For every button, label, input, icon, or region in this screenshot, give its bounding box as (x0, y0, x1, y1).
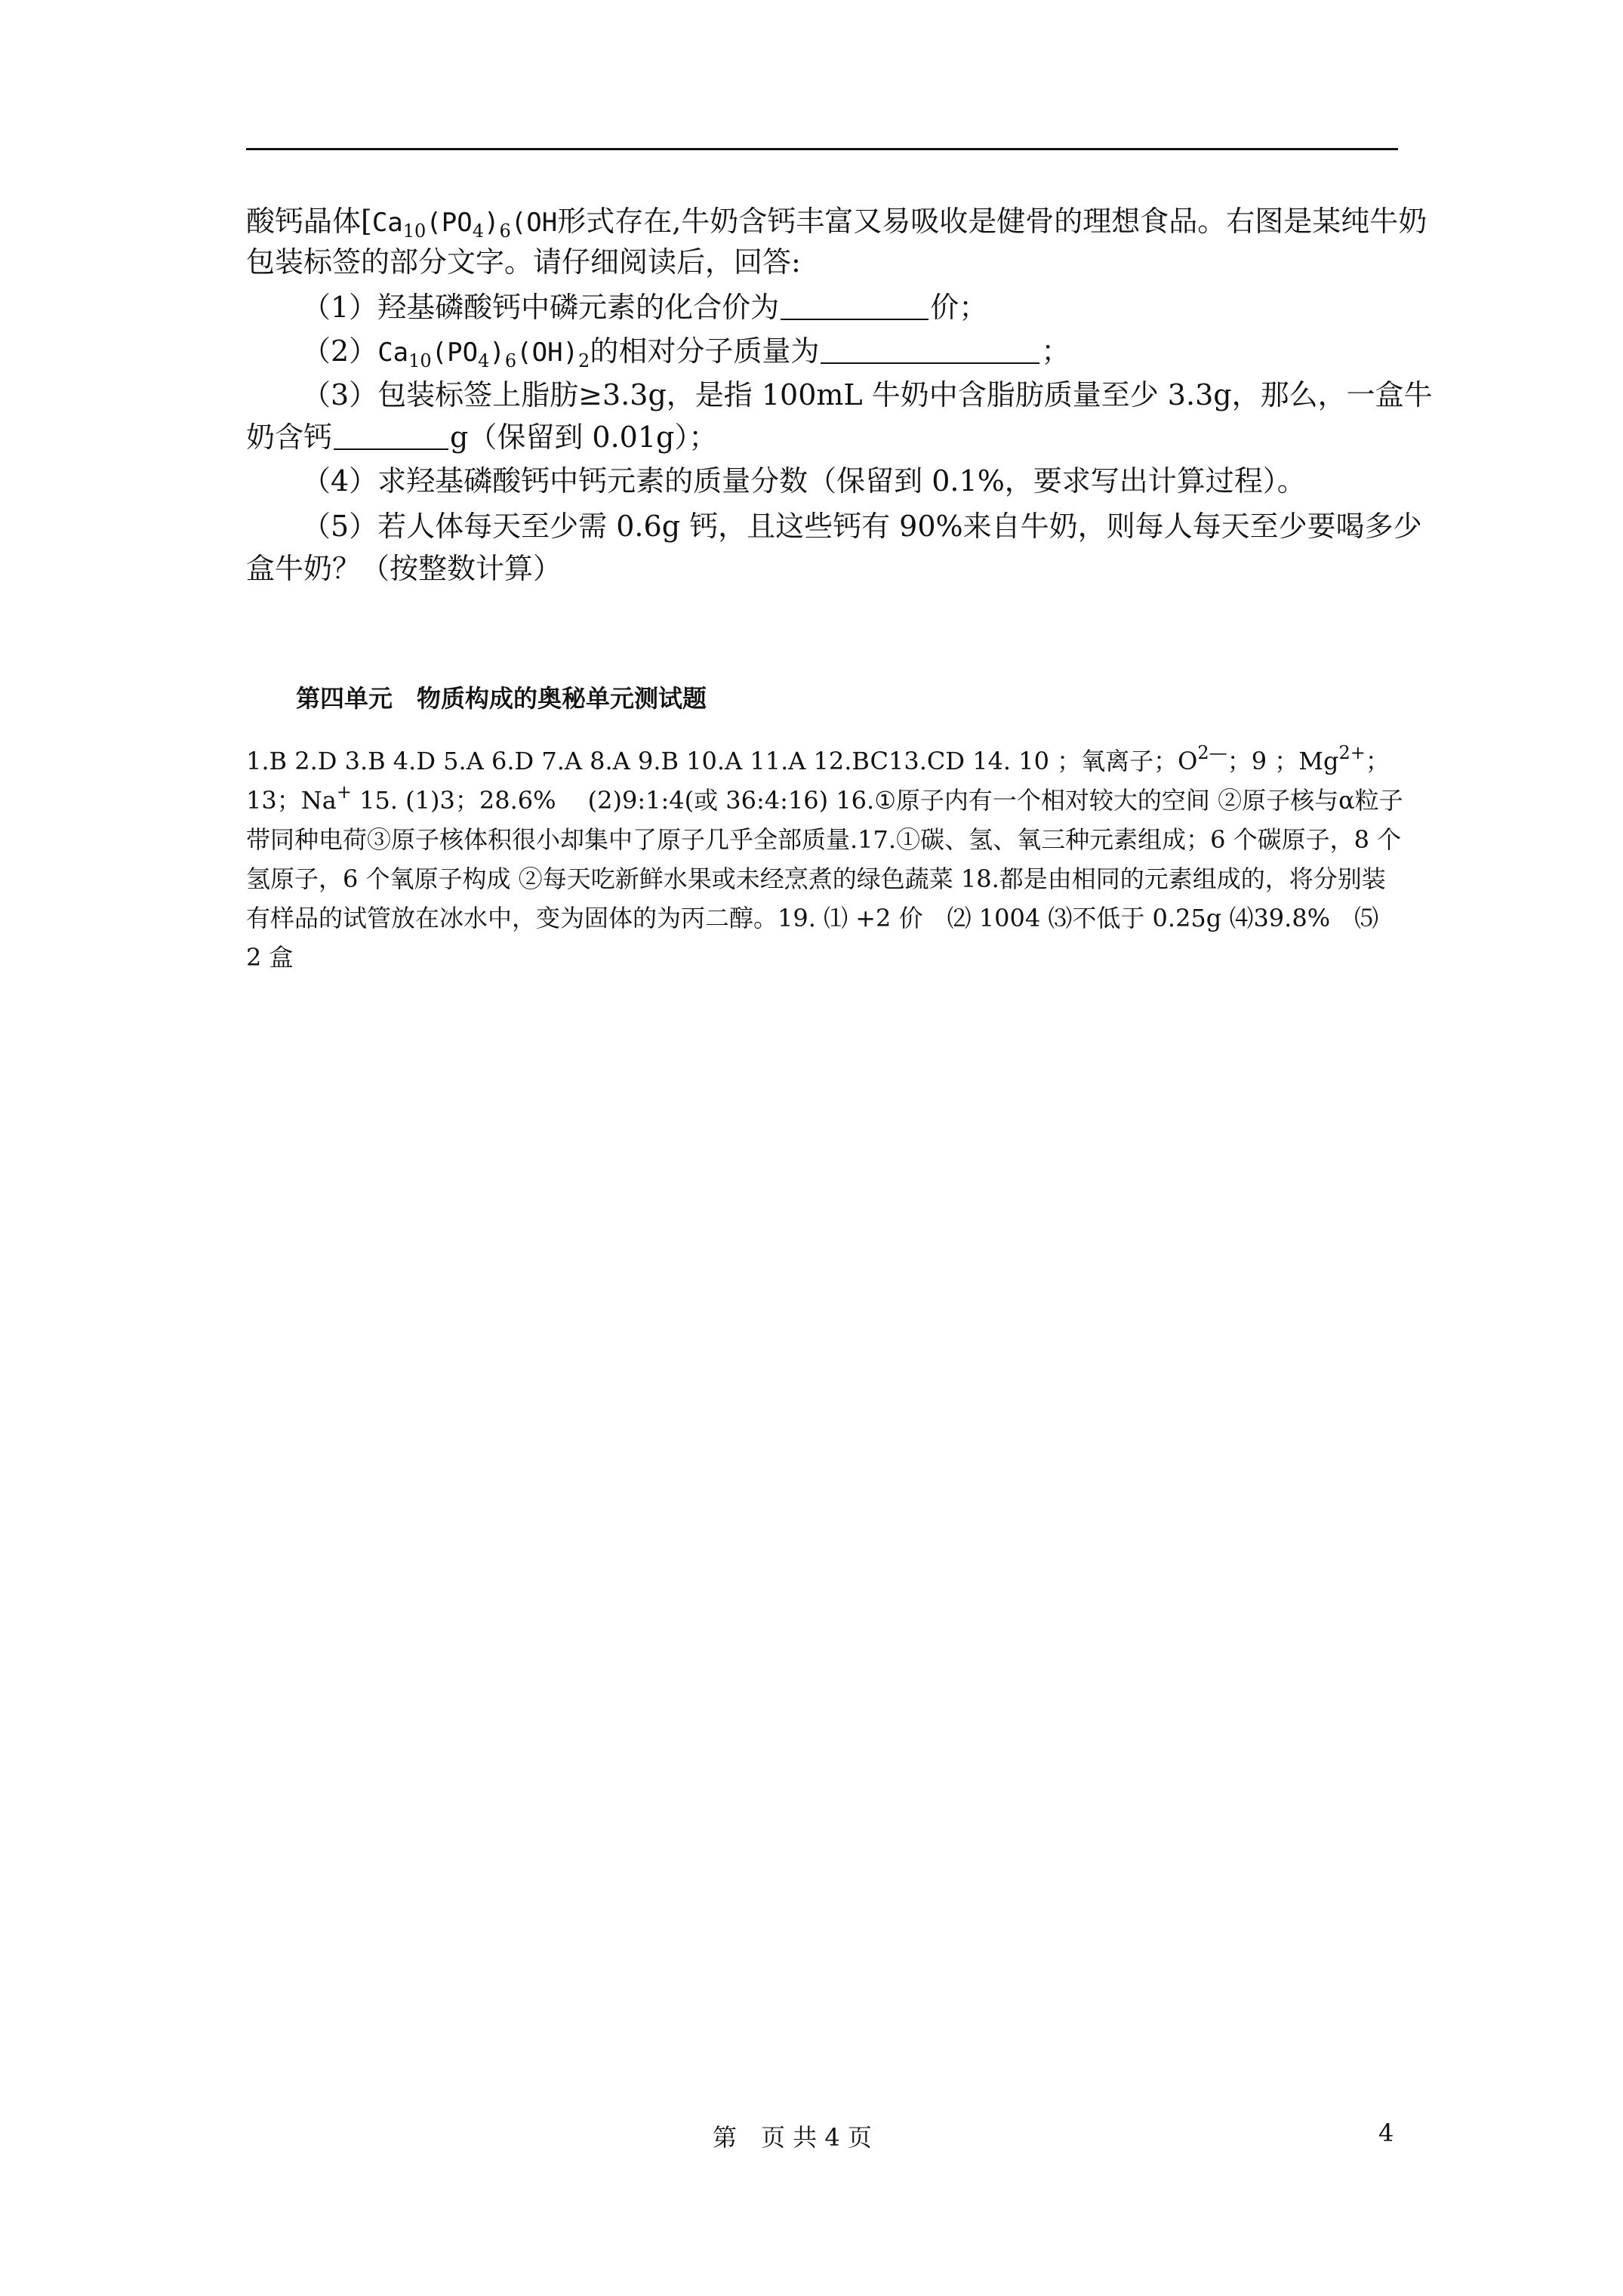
formula-ca-sub: 10 (402, 220, 427, 242)
q2-end: ； (1041, 334, 1070, 368)
q2-formula-ca: Ca (377, 337, 409, 368)
sodium-charge: + (336, 781, 352, 803)
q2-formula-six-sub: 6 (504, 350, 517, 371)
formula-six-sub: 6 (499, 220, 511, 242)
formula-po: (PO (426, 208, 473, 238)
question-3-line-2 (246, 418, 717, 456)
question-1 (302, 288, 987, 326)
question-2 (302, 332, 1070, 371)
q2-formula-two-sub: 2 (578, 350, 590, 371)
answers-part-4: 15. (1)3；28.6% (2)9:1:4(或 36:4:16) 16.①原子内有一个相对较大的空间 ②原子核与α粒子带同种电荷③原子核体积很小却集中了原子几乎全部质量.17.①碳、氢、氧三种元素组成；6 个碳原子，8 个氢原子，6 个氧原子构成 ②每天吃新鲜水果或未经烹煮的绿色蔬菜 18.都是由相同的元素组成的，将分别装有样品的试管放在冰水中，变为固体的为丙二醇。19. ⑴ +2 价 ⑵ 1004 ⑶不低于 0.25g ⑷39.8% ⑸ 2 盒 (246, 786, 1411, 972)
q2-formula-paren: ) (489, 337, 505, 368)
magnesium-charge: 2+ (1338, 742, 1366, 763)
formula-oh: (OH (510, 208, 558, 238)
answers-part-1: 1.B 2.D 3.B 4.D 5.A 6.D 7.A 8.A 9.B 10.A 11.A 12.BC13.CD 14. 10 ；氧离子；O (246, 747, 1198, 775)
intro-text-a: 酸钙晶体[ (246, 205, 372, 238)
question-5-line-2: 盒牛奶？（按整数计算） (246, 552, 562, 585)
q3-text: 奶含钙 (246, 421, 333, 454)
question-3-line-1: （3）包装标签上脂肪≥3.3g，是指 100mL 牛奶中含脂肪质量至少 3.3g，那么，一盒牛 (302, 378, 1433, 411)
q3-unit: g（保留到 0.01g）； (450, 421, 718, 454)
q2-text: 的相对分子质量为 (590, 334, 820, 368)
q1-text: （1）羟基磷酸钙中磷元素的化合价为 (302, 291, 780, 324)
q2-formula-po: (PO (431, 337, 479, 368)
q2-answer-blank[interactable] (821, 337, 1039, 364)
formula-paren: ) (484, 208, 500, 238)
question-4: （4）求羟基磷酸钙中钙元素的质量分数（保留到 0.1%，要求写出计算过程）。 (302, 464, 1306, 498)
intro-text-b: 形式存在,牛奶含钙丰富又易吸收是健骨的理想食品。右图是某纯牛奶 (557, 205, 1427, 238)
intro-line-2: 包装标签的部分文字。请仔细阅读后，回答: (246, 245, 801, 279)
question-5-line-1: （5）若人体每天至少需 0.6g 钙，且这些钙有 90%来自牛奶，则每人每天至少要喝多少 (302, 510, 1422, 543)
q3-answer-blank[interactable] (334, 423, 448, 450)
section-title: 第四单元 物质构成的奥秘单元测试题 (296, 684, 707, 713)
q2-number: （2） (302, 334, 378, 368)
answers-part-3: ；13；Na (246, 747, 1390, 815)
formula-po-sub: 4 (472, 220, 485, 242)
formula-ca: Ca (371, 208, 403, 238)
header-rule (246, 148, 1398, 150)
footer-page-info: 第 页 共 4 页 (713, 2123, 872, 2152)
q1-unit: 价； (930, 291, 988, 324)
intro-line-1 (246, 202, 1427, 242)
q2-formula-ca-sub: 10 (408, 350, 432, 371)
q2-formula-oh: (OH) (516, 337, 579, 368)
oxide-charge: 2— (1197, 742, 1227, 763)
answer-key (246, 741, 1409, 977)
q2-formula-po-sub: 4 (478, 350, 490, 371)
footer-page-number: 4 (1378, 2119, 1394, 2147)
answers-part-2: ；9 ；Mg (1227, 747, 1339, 775)
q1-answer-blank[interactable] (781, 293, 929, 320)
